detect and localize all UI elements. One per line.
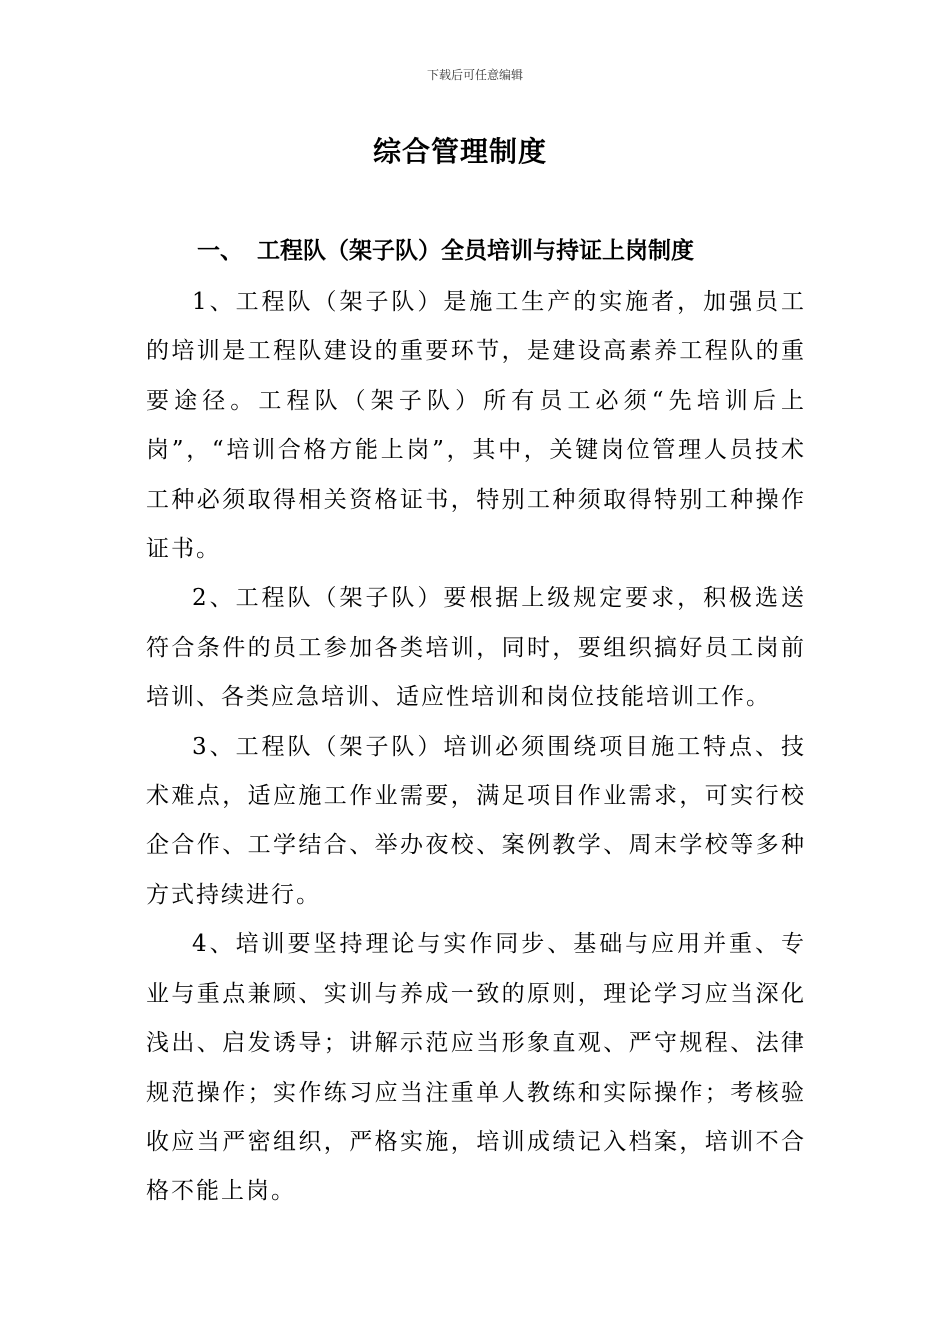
paragraph-4: 4、培训要坚持理论与实作同步、基础与应用并重、专业与重点兼顾、实训与养成一致的原则，理论学习应当深化浅出、启发诱导；讲解示范应当形象直观、严守规程、法律规范操作；实作练习应当注重单人教练和实际操作；考核验收应当严密组织，严格实施，培训成绩记入档案，培训不合格不能上岗。 [146, 931, 806, 1205]
paragraph-1: 1、工程队（架子队）是施工生产的实施者，加强员工的培训是工程队建设的重要环节，是建设高素养工程队的重要途径。工程队（架子队）所有员工必须“先培训后上岗”，“培训合格方能上岗”，其中，关键岗位管理人员技术工种必须取得相关资格证书，特别工种须取得特别工种操作证书。 [146, 289, 806, 563]
section-heading-text: 工程队（架子队）全员培训与持证上岗制度 [257, 238, 694, 264]
document-title: 综合管理制度 [372, 135, 547, 168]
section-number: 一、 [197, 238, 243, 264]
paragraph-3: 3、工程队（架子队）培训必须围绕项目施工特点、技术难点，适应施工作业需要，满足项目作业需求，可实行校企合作、工学结合、举办夜校、案例教学、周末学校等多种方式持续进行。 [146, 733, 806, 908]
body-text [146, 278, 806, 1217]
paragraph-2: 2、工程队（架子队）要根据上级规定要求，积极选送符合条件的员工参加各类培训，同时，要组织搞好员工岗前培训、各类应急培训、适应性培训和岗位技能培训工作。 [146, 585, 806, 711]
header-note: 下载后可任意编辑 [426, 68, 523, 82]
section-heading [197, 232, 837, 265]
